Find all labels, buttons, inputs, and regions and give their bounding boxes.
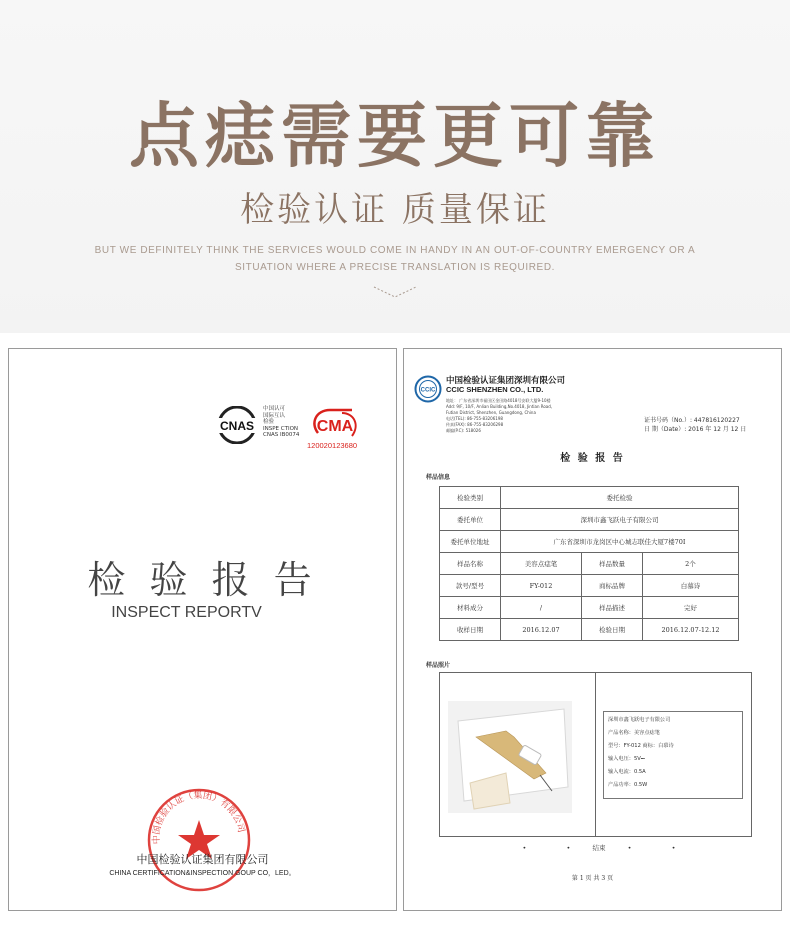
certificate-number: 证书号码（No.）: 447816120227 [644,417,740,424]
address-line: 电话(TEL): 86-755-83206198 [446,416,503,421]
table-cell: 收样日期 [440,619,501,641]
table-cell: 款号/型号 [440,575,501,597]
company-name-en: CCIC SHENZHEN CO., LTD. [446,385,544,394]
ccic-logo-icon [414,375,442,403]
report-date: 日 期（Date）: 2016 年 12 月 12 日 [644,426,747,433]
sample-photo-label: 样品照片 [426,662,451,669]
dot: • [671,844,676,852]
table-cell: 完好 [643,597,739,619]
cnas-text-line: CNAS IB0074 [263,432,300,438]
english-caption [60,242,730,276]
table-row [440,597,739,619]
table-row [440,553,739,575]
cma-number: 120020123680 [307,441,358,450]
label-line: 输入电压：5V⎓ [608,756,645,762]
ccic-logo-text: CCIC [420,387,436,394]
table-cell: 委托单位 [440,509,501,531]
cover-title-en: INSPECT REPORTV [111,604,262,621]
table-cell: 委托检验 [501,487,739,509]
sample-photo-box [439,672,752,837]
report-page-1 [403,348,782,911]
cnas-text-line: 检验 [263,419,275,425]
sample-info-label: 样品信息 [426,474,451,481]
end-marker [499,843,699,852]
label-line: 深圳市鑫飞跃电子有限公司 [608,717,671,723]
table-cell: 2016.12.07-12.12 [643,619,739,641]
cnas-text-line: INSPE CTION [263,425,299,432]
table-cell: FY-012 [501,575,582,597]
table-cell: 2016.12.07 [501,619,582,641]
cnas-logo-icon [213,406,261,444]
end-text: 结束 [592,844,606,852]
table-cell: 检验类别 [440,487,501,509]
address-line: 传真(FAX): 86-755-83206298 [446,422,504,427]
table-cell: 白慕诗 [643,575,739,597]
table-cell: 商标品牌 [582,575,643,597]
table-cell: 2个 [643,553,739,575]
table-row [440,509,739,531]
table-cell: 样品数量 [582,553,643,575]
dot: • [522,844,527,852]
cnas-text-line: 中国认可 [263,406,286,412]
company-address [446,398,552,434]
chevron-down-icon [373,285,417,299]
cma-logo-text: CMA [316,418,354,435]
table-row [440,619,739,641]
label-line: 产品名称：美容点痣笔 [608,730,660,736]
product-label [603,711,743,799]
cover-org-en: CHINA CERTIFICATION&INSPECTION GOUP CO，LED。 [109,870,296,877]
seal-text: 中国检验认证（集团）有限公司 [151,791,246,845]
table-cell: 样品名称 [440,553,501,575]
address-line: 地址： 广东省深圳市福田区金田路4018号安联大厦9-10楼 [446,398,551,403]
table-row [440,487,739,509]
table-cell: 委托单位地址 [440,531,501,553]
page-title: 点痣需要更可靠 [129,95,661,177]
english-caption-line2: SITUATION WHERE A PRECISE TRANSLATION IS REQUIRED. [234,262,556,273]
english-caption-line1: BUT WE DEFINITELY THINK THE SERVICES WOULD COME IN HANDY IN AN OUT-OF-COUNTRY EMERGENCY OR A [94,245,696,256]
table-row [440,575,739,597]
address-line: Futian District, Shenzhen, Guangdong, China [446,410,536,415]
label-line: 产品功率：0.5W [608,782,648,788]
table-cell: 材料成分 [440,597,501,619]
table-row [440,531,739,553]
report-title: 检 验 报 告 [560,453,625,464]
cnas-text-line: 国际互认 [263,412,286,419]
cnas-text [263,406,299,439]
page-subtitle: 检验认证 质量保证 [240,190,550,230]
sample-info-table [439,486,739,641]
table-cell: 检验日期 [582,619,643,641]
cma-logo-icon [312,407,358,439]
cnas-logo-text: CNAS [219,419,255,433]
address-line: Add: 9/F, 10/F, Anlian Building,No.4018, Jintian Road, [446,404,553,409]
address-line: 邮编(P.C): 518026 [446,428,481,433]
label-line: 型号：FY-012 商标：白慕诗 [608,743,674,749]
cover-title-cn: 检 验 报 告 [87,558,318,602]
table-cell: 广东省深圳市龙岗区中心城志联佳大厦7楼70I [501,531,739,553]
label-line: 输入电流：0.5A [608,769,646,775]
dot: • [627,844,632,852]
company-name-cn: 中国检验认证集团深圳有限公司 [446,376,566,386]
product-photo-icon [448,701,572,813]
table-cell: / [501,597,582,619]
report-cover-page [8,348,397,911]
table-cell: 深圳市鑫飞跃电子有限公司 [501,509,739,531]
page-number: 第 1 页 共 3 页 [571,875,614,882]
table-cell: 样品描述 [582,597,643,619]
dot: • [566,844,571,852]
cover-org-cn: 中国检验认证集团有限公司 [136,853,269,866]
table-cell: 美容点痣笔 [501,553,582,575]
